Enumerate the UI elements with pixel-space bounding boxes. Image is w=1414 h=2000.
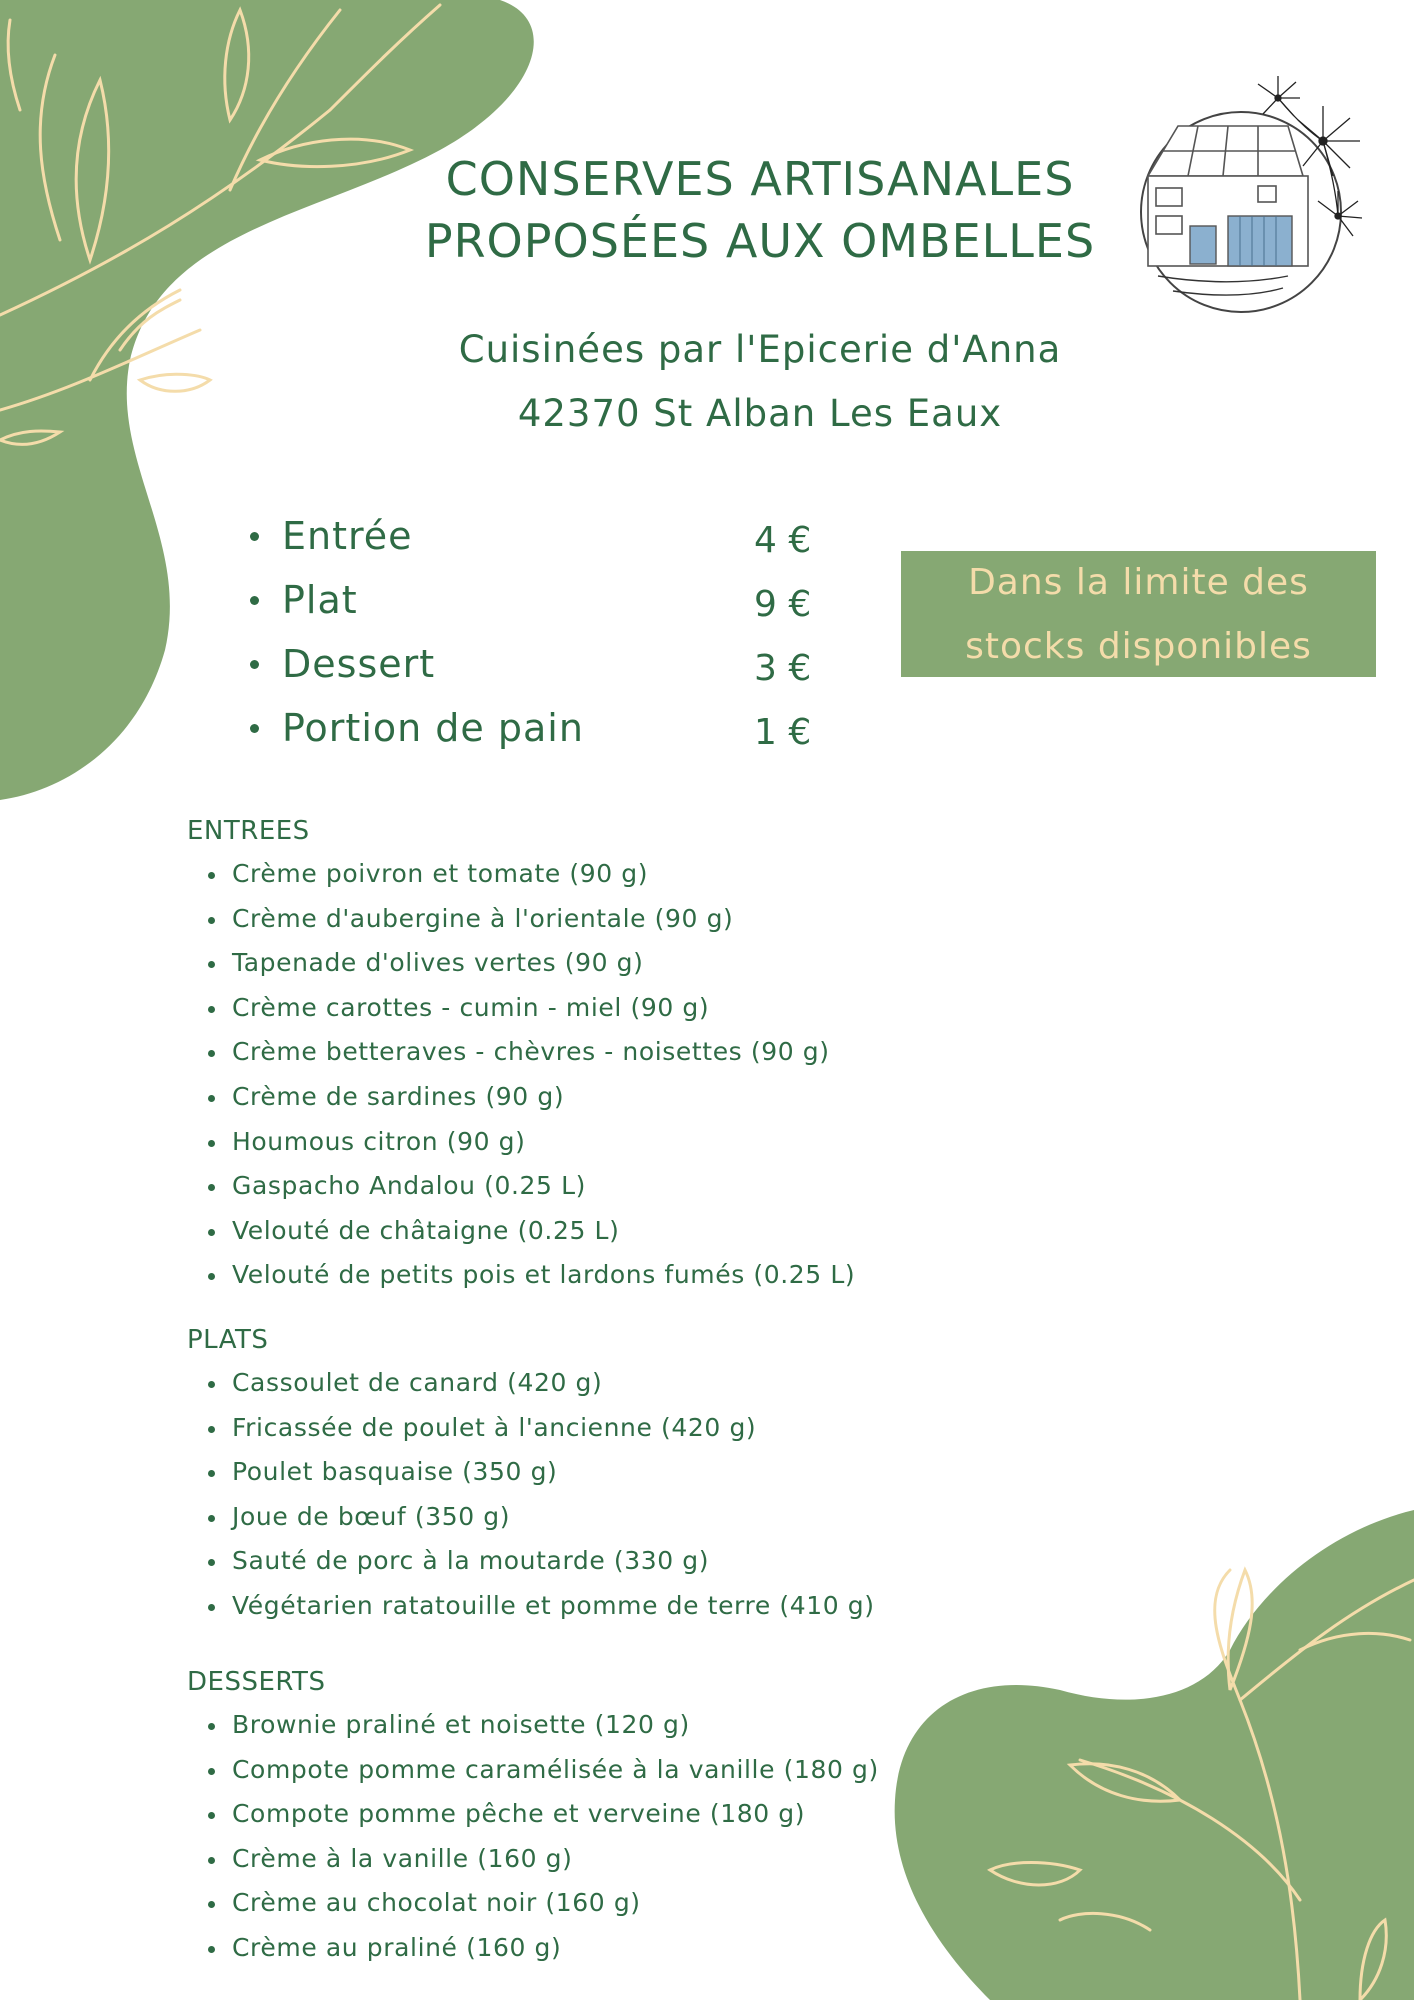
list-item	[206, 1457, 875, 1502]
bullet-icon	[208, 1273, 215, 1280]
list-item	[206, 1260, 855, 1305]
list-item	[206, 1368, 875, 1413]
price-label: Dessert	[282, 642, 436, 686]
item-label: Brownie praliné et noisette (120 g)	[232, 1710, 690, 1739]
bullet-icon	[250, 532, 259, 541]
item-label: Compote pomme pêche et verveine (180 g)	[232, 1799, 806, 1829]
item-label: Crème betteraves - chèvres - noisettes (90 g)	[232, 1037, 830, 1067]
bullet-icon	[208, 1050, 215, 1057]
price-row-pain	[250, 706, 830, 774]
price-value: 4 €	[754, 520, 812, 561]
bottom-right-green-blob	[895, 1510, 1414, 2000]
bullet-icon	[208, 961, 215, 968]
item-label: Végétarien ratatouille et pomme de terre (410 g)	[232, 1590, 875, 1620]
section-title-desserts: DESSERTS	[187, 1667, 326, 1697]
item-label: Gaspacho Andalou (0.25 L)	[232, 1171, 586, 1201]
price-value: 1 €	[754, 712, 812, 753]
bullet-icon	[208, 1515, 215, 1522]
section-title-plats: PLATS	[187, 1325, 269, 1355]
list-item	[206, 1171, 855, 1216]
item-label: Crème au praliné (160 g)	[232, 1932, 562, 1962]
list-item	[206, 1710, 879, 1755]
bullet-icon	[208, 1857, 215, 1864]
price-list	[250, 514, 830, 774]
section-title-entrees: ENTREES	[187, 816, 310, 846]
bullet-icon	[208, 872, 215, 879]
price-label: Plat	[282, 578, 358, 622]
house-logo-icon	[1118, 76, 1372, 322]
item-label: Velouté de châtaigne (0.25 L)	[232, 1215, 620, 1245]
list-item	[206, 1799, 879, 1844]
item-label: Joue de bœuf (350 g)	[232, 1501, 511, 1531]
desserts-list	[206, 1710, 879, 1978]
bullet-icon	[250, 660, 259, 669]
price-row-entree	[250, 514, 830, 582]
price-label: Entrée	[282, 514, 413, 558]
item-label: Crème à la vanille (160 g)	[232, 1843, 573, 1873]
list-item	[206, 948, 855, 993]
bullet-icon	[208, 917, 215, 924]
price-row-dessert	[250, 642, 830, 710]
list-item	[206, 1502, 875, 1547]
list-item	[206, 1413, 875, 1458]
bullet-icon	[208, 1381, 215, 1388]
price-value: 9 €	[754, 584, 812, 625]
list-item	[206, 1755, 879, 1800]
bullet-icon	[250, 596, 259, 605]
bullet-icon	[208, 1768, 215, 1775]
list-item	[206, 1844, 879, 1889]
stock-notice-line-2: stocks disponibles	[965, 626, 1312, 667]
bullet-icon	[208, 1470, 215, 1477]
bullet-icon	[208, 1901, 215, 1908]
subtitle	[390, 318, 1130, 446]
title-line-2: PROPOSÉES AUX OMBELLES	[424, 214, 1096, 268]
bullet-icon	[208, 1006, 215, 1013]
bullet-icon	[250, 724, 259, 733]
list-item	[206, 1591, 875, 1636]
item-label: Cassoulet de canard (420 g)	[232, 1368, 603, 1397]
bullet-icon	[208, 1946, 215, 1953]
stock-notice	[901, 551, 1376, 677]
item-label: Compote pomme caramélisée à la vanille (180 g)	[232, 1754, 879, 1784]
list-item	[206, 859, 855, 904]
entrees-list	[206, 859, 855, 1305]
list-item	[206, 1037, 855, 1082]
item-label: Crème d'aubergine à l'orientale (90 g)	[232, 903, 734, 933]
item-label: Poulet basquaise (350 g)	[232, 1457, 558, 1487]
bullet-icon	[208, 1140, 215, 1147]
list-item	[206, 1888, 879, 1933]
bullet-icon	[208, 1426, 215, 1433]
item-label: Crème poivron et tomate (90 g)	[232, 859, 649, 888]
bullet-icon	[208, 1723, 215, 1730]
price-row-plat	[250, 578, 830, 646]
page-title	[390, 148, 1130, 272]
item-label: Tapenade d'olives vertes (90 g)	[232, 948, 644, 978]
stock-notice-line-1: Dans la limite des	[968, 562, 1309, 603]
item-label: Crème carottes - cumin - miel (90 g)	[232, 992, 710, 1022]
item-label: Fricassée de poulet à l'ancienne (420 g)	[232, 1412, 757, 1442]
price-label: Portion de pain	[282, 706, 584, 750]
price-value: 3 €	[754, 648, 812, 689]
list-item	[206, 1127, 855, 1172]
title-line-1: CONSERVES ARTISANALES	[445, 152, 1075, 206]
subtitle-maker: Cuisinées par l'Epicerie d'Anna	[458, 328, 1062, 371]
bullet-icon	[208, 1604, 215, 1611]
list-item	[206, 1216, 855, 1261]
item-label: Houmous citron (90 g)	[232, 1126, 526, 1156]
list-item	[206, 1082, 855, 1127]
item-label: Sauté de porc à la moutarde (330 g)	[232, 1546, 710, 1576]
bullet-icon	[208, 1184, 215, 1191]
bullet-icon	[208, 1812, 215, 1819]
item-label: Crème de sardines (90 g)	[232, 1081, 565, 1111]
list-item	[206, 904, 855, 949]
bullet-icon	[208, 1559, 215, 1566]
list-item	[206, 1933, 879, 1978]
item-label: Velouté de petits pois et lardons fumés (0.25 L)	[232, 1260, 856, 1290]
bullet-icon	[208, 1229, 215, 1236]
plats-list	[206, 1368, 875, 1636]
subtitle-address: 42370 St Alban Les Eaux	[517, 392, 1003, 435]
list-item	[206, 1546, 875, 1591]
item-label: Crème au chocolat noir (160 g)	[232, 1888, 641, 1918]
bullet-icon	[208, 1095, 215, 1102]
list-item	[206, 993, 855, 1038]
